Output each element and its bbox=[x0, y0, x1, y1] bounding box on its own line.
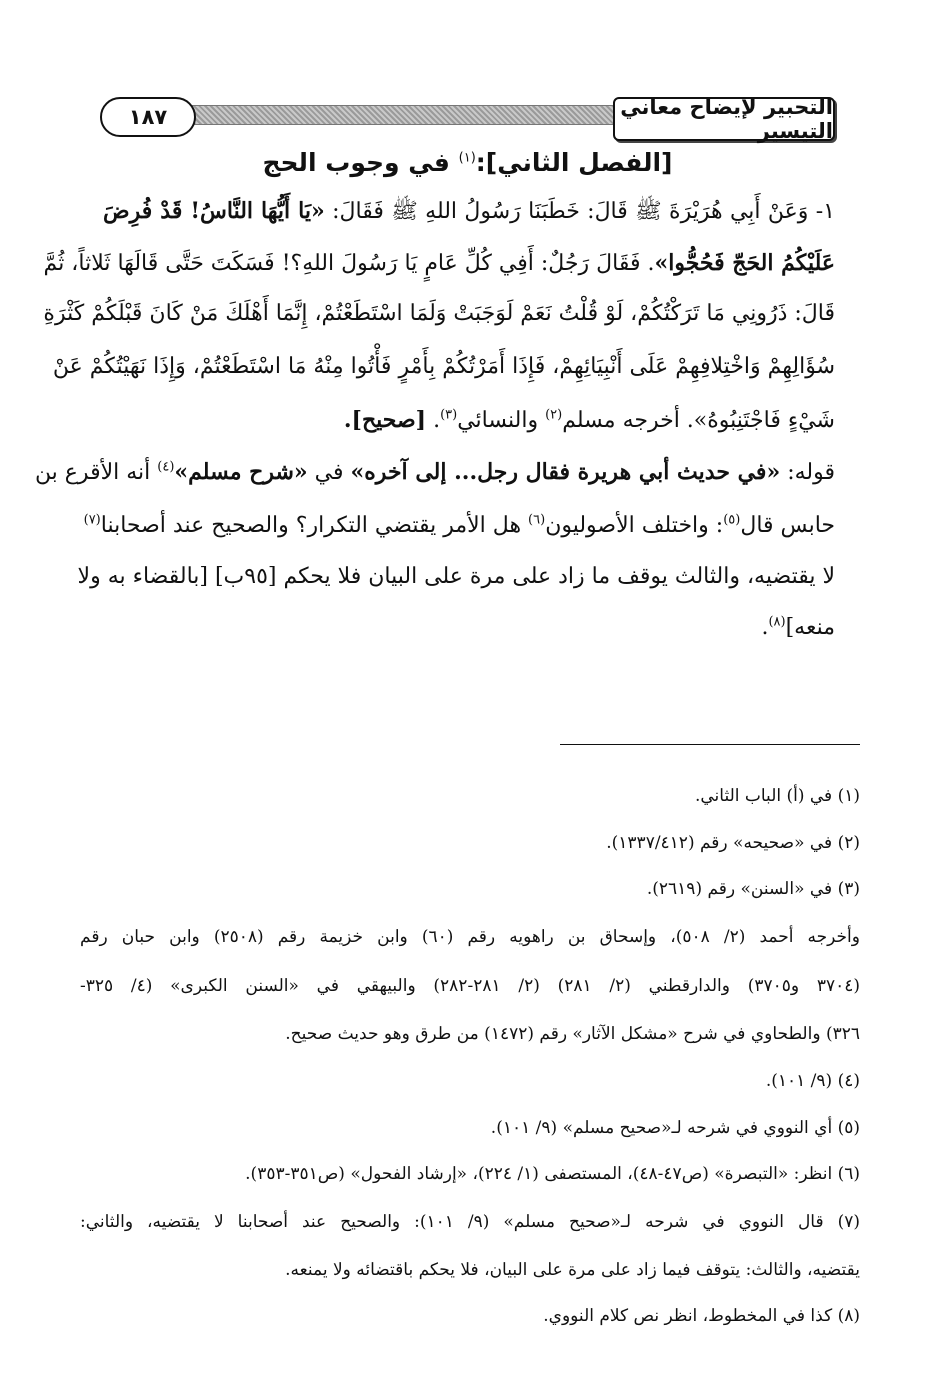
footnote-ref: (٤) bbox=[157, 459, 175, 475]
chapter-title-text: [الفصل الثاني]: bbox=[475, 148, 673, 177]
footnote-separator bbox=[560, 744, 860, 745]
footnote-4: (٤) (٩/ ١٠١). bbox=[765, 1071, 860, 1091]
running-header bbox=[100, 97, 835, 141]
commentary-text: في bbox=[307, 460, 351, 485]
hadith-text: . فَقَالَ رَجُلٌ: أَفِي كُلِّ عَامٍ يَا رَسُولَ اللهِ؟! فَسَكَتَ حَتَّى قَالَهَا ثَلاثاً، ثُمَّ bbox=[43, 251, 655, 276]
footnote-8: (٨) كذا في المخطوط، انظر نص كلام النووي. bbox=[543, 1306, 860, 1326]
footnote-ref: (٨) bbox=[768, 614, 786, 630]
footnote-3-extra-line-2: (٣٧٠٤ و٣٧٠٥) والدارقطني (٢/ ٢٨١) (٢/ ٢٨١-٢٨٢) والبيهقي في «السنن الكبرى» (٤/ ٣٢٥- bbox=[80, 976, 860, 996]
hadith-grade: [صحيح]. bbox=[343, 407, 427, 433]
footnote-7-line-2: يقتضيه، والثالث: يتوقف فيما زاد على مرة على البيان، فلا يحكم باقتضائه ولا يمنعه. bbox=[285, 1260, 860, 1280]
chapter-title-rest: في وجوب الحج bbox=[262, 148, 459, 177]
footnote-ref: (٣) bbox=[440, 407, 458, 423]
footnote-3-extra-line-3: ٣٢٦) والطحاوي في شرح «مشكل الآثار» رقم (١٤٧٢) من طرق وهو حديث صحيح. bbox=[285, 1024, 860, 1044]
footnote-5: (٥) أي النووي في شرحه لـ«صحيح مسلم» (٩/ ١٠١). bbox=[490, 1118, 860, 1138]
commentary-source: «شرح مسلم» bbox=[174, 459, 308, 485]
footnote-ref: (١) bbox=[458, 150, 476, 166]
hadith-line-4 bbox=[52, 353, 835, 382]
footnote-ref: (٢) bbox=[545, 407, 563, 423]
hadith-line-3 bbox=[43, 300, 835, 329]
footnote-1: (١) في (أ) الباب الثاني. bbox=[694, 786, 860, 806]
hadith-line-1 bbox=[103, 197, 835, 227]
hadith-text: شَيْءٍ فَاجْتَنِبُوهُ». أخرجه مسلم bbox=[562, 408, 835, 433]
commentary-line-2 bbox=[83, 512, 835, 541]
hadith-quote: عَلَيْكُمُ الحَجّ فَحُجُّوا» bbox=[654, 250, 835, 276]
commentary-text: حابس قال bbox=[740, 513, 835, 538]
footnote-2: (٢) في «صحيحه» رقم (١٣٣٧/٤١٢). bbox=[606, 833, 860, 853]
hadith-text: سُؤَالِهِمْ وَاخْتِلافِهِمْ عَلَى أَنْبِيَائِهِمْ، فَإِذَا أَمَرْتُكُمْ بِأَمْرٍ فَأْتُوا مِنْهُ مَا اسْتَطَعْتُمْ، وَإِذَا نَهَيْتُكُمْ عَنْ bbox=[52, 354, 835, 379]
book-title: التحبير لإيضاح معاني التيسير bbox=[613, 97, 835, 141]
commentary-text: منعه] bbox=[785, 615, 835, 640]
footnote-6: (٦) انظر: «التبصرة» (ص٤٧-٤٨)، المستصفى (١/ ٢٢٤)، «إرشاد الفحول» (ص٣٥١-٣٥٣). bbox=[245, 1164, 860, 1184]
hadith-text: ١- وَعَنْ أَبِي هُرَيْرَةَ ﷺ قَالَ: خَطَبَنَا رَسُولُ اللهِ ﷺ فَقَالَ: bbox=[324, 199, 835, 224]
footnote-ref: (٦) bbox=[528, 512, 546, 528]
commentary-text: . bbox=[761, 615, 769, 640]
commentary-text: : واختلف الأصوليون bbox=[545, 513, 724, 538]
commentary-line-4 bbox=[103, 614, 835, 643]
chapter-title bbox=[100, 148, 835, 177]
footnote-ref: (٧) bbox=[83, 512, 101, 528]
header-decorative-bar bbox=[120, 105, 640, 125]
hadith-line-5 bbox=[103, 406, 835, 436]
commentary-line-1 bbox=[34, 458, 835, 488]
commentary-line-3 bbox=[77, 563, 835, 592]
footnote-3-extra-line-1: وأخرجه أحمد (٢/ ٥٠٨)، وإسحاق بن راهويه رقم (٦٠) وابن خزيمة رقم (٢٥٠٨) وابن حبان رقم bbox=[80, 927, 860, 947]
commentary-text: هل الأمر يقتضي التكرار؟ والصحيح عند أصحابنا bbox=[100, 513, 529, 538]
hadith-line-2 bbox=[43, 249, 835, 279]
footnote-3: (٣) في «السنن» رقم (٢٦١٩). bbox=[646, 879, 860, 899]
footnote-7-line-1: (٧) قال النووي في شرحه لـ«صحيح مسلم» (٩/ ١٠١): والصحيح عند أصحابنا لا يقتضيه، والثاني: bbox=[80, 1212, 861, 1232]
hadith-text: والنسائي bbox=[457, 408, 546, 433]
page-number: ١٨٧ bbox=[100, 97, 196, 137]
commentary-text: أنه الأقرع بن bbox=[34, 460, 158, 485]
hadith-text: قَالَ: ذَرُونِي مَا تَرَكْتُكُمْ، لَوْ قُلْتُ نَعَمْ لَوَجَبَتْ وَلَمَا اسْتَطَعْتُمْ، إِنَّمَا أَهْلَكَ مَنْ كَانَ قَبْلَكُمْ كَثْرَةِ bbox=[43, 301, 835, 326]
hadith-text: . bbox=[426, 408, 441, 433]
hadith-quote: «يَا أَيُّهَا النَّاسُ! قَدْ فُرِضَ bbox=[103, 198, 325, 224]
footnote-ref: (٥) bbox=[723, 512, 741, 528]
commentary-text: لا يقتضيه، والثالث يوقف ما زاد على مرة على البيان فلا يحكم [٩٥ب] [بالقضاء به ولا bbox=[77, 564, 835, 589]
commentary-text: قوله: bbox=[780, 460, 835, 485]
commentary-quote: «في حديث أبي هريرة فقال رجل... إلى آخره» bbox=[350, 459, 781, 485]
